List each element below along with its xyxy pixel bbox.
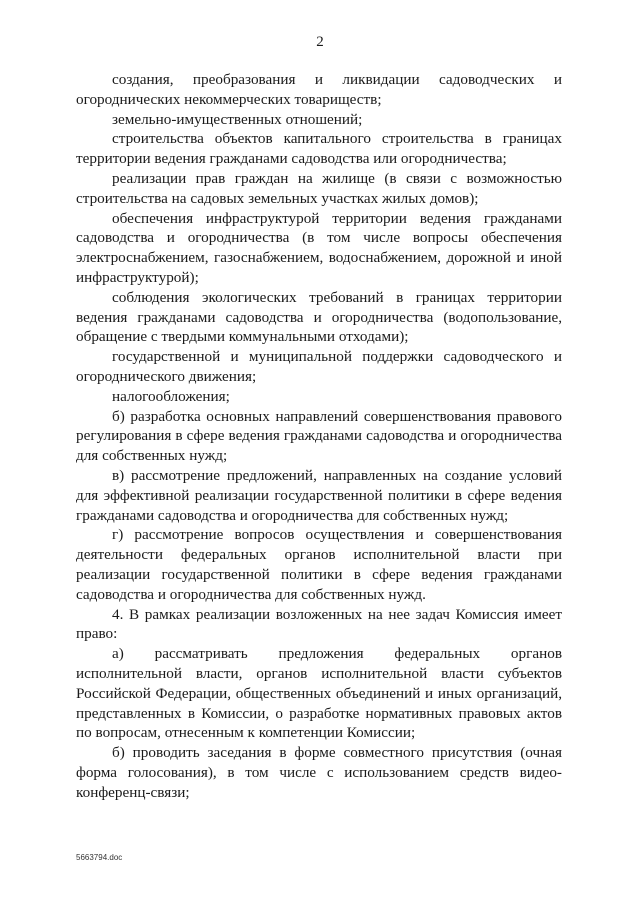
paragraph-housing-rights: реализации прав граждан на жилище (в связи с возможностью строительства на садовых земельных участках жилых домов); [76,169,562,207]
paragraph-ecology: соблюдения экологических требований в границах территории ведения гражданами садоводства и огородничества (водопользование, обращение с твердыми коммунальными отходами); [76,288,562,346]
page-number: 2 [316,34,324,50]
paragraph-state-support: государственной и муниципальной поддержки садоводческого и огороднического движения; [76,348,562,385]
paragraph-item-b-meetings: б) проводить заседания в форме совместного присутствия (очная форма голосования), в том числе с использованием средств видео-конференц-связи; [76,744,562,801]
paragraph-land-relations: земельно-имущественных отношений; [112,110,363,128]
paragraph-construction: строительства объектов капитального строительства в границах территории ведения гражданами садоводства или огородничества; [76,130,562,168]
paragraph-item-v-proposals: в) рассмотрение предложений, направленных на создание условий для эффективной реализации государственной политики в сфере ведения гражданами садоводства и огородничества для собственных нужд; [76,466,562,524]
paragraph-infrastructure: обеспечения инфраструктурой территории ведения гражданами садоводства и огородничества (в том числе вопросы обеспечения электроснабжением, газоснабжением, водоснабжением, дорожной и иной инфраструктурой); [76,209,562,286]
paragraph-creation: создания, преобразования и ликвидации садоводческих и огороднических некоммерческих товариществ; [76,71,562,108]
paragraph-item-a-proposals: а) рассматривать предложения федеральных органов исполнительной власти, органов исполнительной власти субъектов Российской Федерации, общественных объединений и иных организаций, представленных в Комиссии, о разработке нормативных правовых актов по вопросам, отнесенным к компетенции Комиссии; [76,645,562,742]
document-file-reference: 5663794.doc [76,853,123,862]
paragraph-item-g-activities: г) рассмотрение вопросов осуществления и совершенствования деятельности федеральных органов исполнительной власти при реализации государственной политики в сфере ведения гражданами садоводства и огородничества для собственных нужд. [76,526,562,603]
document-body [76,70,562,802]
paragraph-section-4: 4. В рамках реализации возложенных на нее задач Комиссия имеет право: [76,605,562,643]
paragraph-taxation: налогообложения; [112,387,230,405]
paragraph-item-b-regulation: б) разработка основных направлений совершенствования правового регулирования в сфере ведения гражданами садоводства и огородничества для собственных нужд; [76,407,562,465]
